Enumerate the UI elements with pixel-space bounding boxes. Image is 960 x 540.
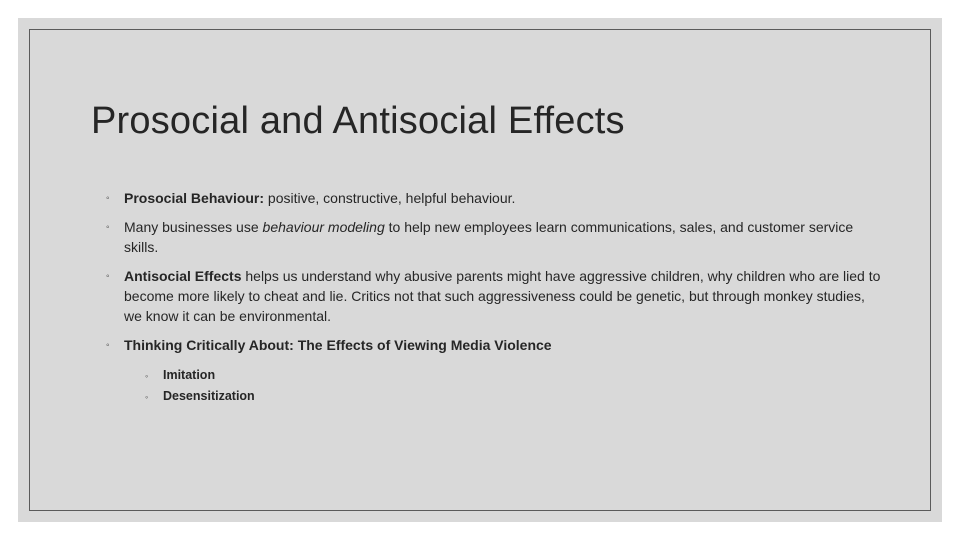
bullet-marker-icon: ◦ [106, 193, 110, 204]
bullet-marker-icon: ◦ [106, 222, 110, 233]
bullet-text: Many businesses use [124, 219, 263, 235]
sub-bullet-text: Imitation [163, 368, 216, 382]
bullet-prosocial [106, 188, 886, 208]
sub-bullet-list [145, 365, 886, 406]
bullet-lead: Antisocial Effects [124, 268, 242, 284]
bullet-antisocial [106, 266, 886, 326]
bullet-text: to help new employees learn communications, sales, and customer service skills. [124, 219, 854, 255]
bullet-lead: Thinking Critically About: The Effects of Viewing Media Violence [124, 337, 552, 353]
bullet-marker-icon: ◦ [145, 392, 149, 402]
bullet-marker-icon: ◦ [106, 340, 110, 351]
bullet-marker-icon: ◦ [145, 371, 149, 381]
slide-title: Prosocial and Antisocial Effects [91, 100, 625, 142]
bullet-behaviour-modeling [106, 217, 886, 257]
bullet-list [106, 188, 886, 415]
sub-bullet-desensitization [145, 386, 886, 406]
bullet-text: helps us understand why abusive parents might have aggressive children, why children who are lied to become more likely to cheat and lie. Critics not that such aggressiveness could be genetic, but through monkey studies, we know it can be environmental. [124, 268, 881, 324]
bullet-thinking-critically [106, 335, 886, 406]
bullet-lead: Prosocial Behaviour: [124, 190, 265, 206]
bullet-marker-icon: ◦ [106, 271, 110, 282]
sub-bullet-imitation [145, 365, 886, 385]
bullet-emphasis: behaviour modeling [262, 219, 385, 235]
slide [18, 18, 942, 522]
bullet-text: positive, constructive, helpful behaviour. [264, 190, 516, 206]
sub-bullet-text: Desensitization [163, 389, 255, 403]
